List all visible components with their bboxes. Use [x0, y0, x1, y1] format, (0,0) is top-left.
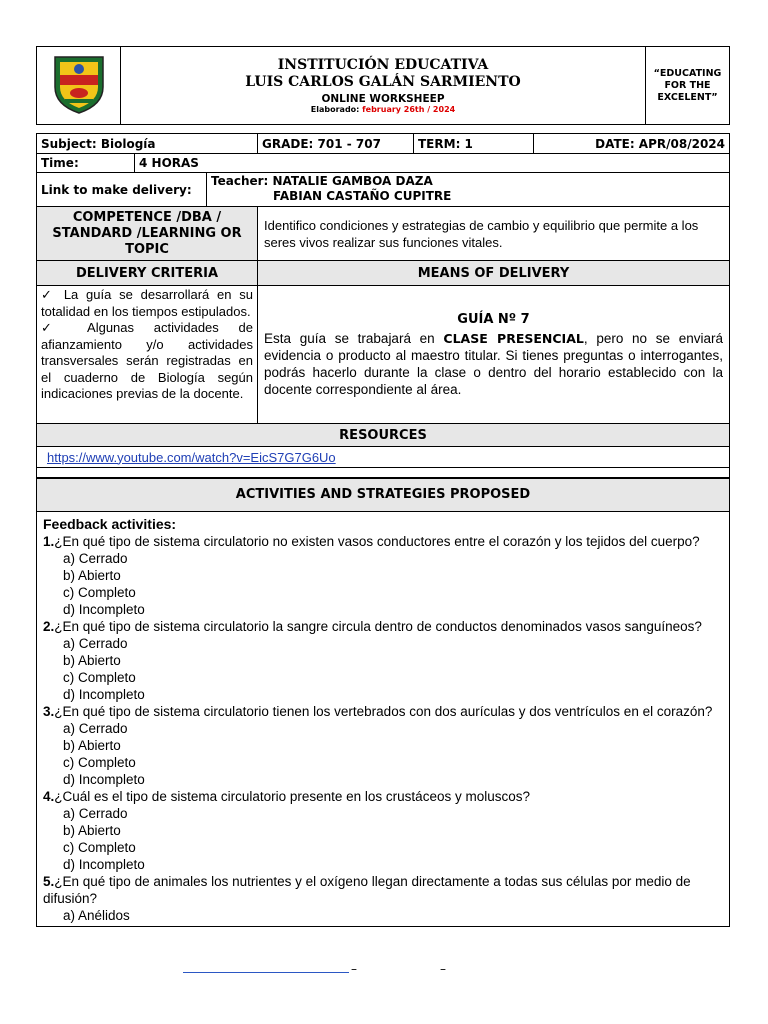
- q4-option-a: a) Cerrado: [63, 806, 128, 821]
- motto-cell: [646, 47, 730, 125]
- criteria-item-1: ✓ La guía se desarrollará en su totalidad en los tiempos estipulados.: [41, 287, 253, 319]
- question-3-number: 3.: [43, 704, 55, 719]
- question-4: [43, 788, 723, 805]
- question-3: [43, 703, 723, 720]
- teacher-line-2: FABIAN CASTAÑO CUPITRE: [273, 189, 452, 203]
- means-text-bold: CLASE PRESENCIAL: [443, 331, 584, 346]
- term-cell: TERM: 1: [414, 134, 534, 154]
- question-2-number: 2.: [43, 619, 55, 634]
- competence-text: Identifico condiciones y estrategias de cambio y equilibrio que permite a los seres vivos realizar sus funciones vitales.: [258, 207, 730, 261]
- q3-option-c: c) Completo: [63, 755, 136, 770]
- worksheet-page: [36, 46, 730, 927]
- q4-option-d: d) Incompleto: [63, 857, 145, 872]
- q5-option-a: a) Anélidos: [63, 908, 130, 923]
- q2-option-d: d) Incompleto: [63, 687, 145, 702]
- q2-option-b: b) Abierto: [63, 653, 121, 668]
- footer-dash-2: –: [440, 962, 446, 976]
- delivery-criteria-label: DELIVERY CRITERIA: [37, 261, 258, 286]
- time-value-cell: 4 HORAS: [135, 154, 730, 173]
- question-5-number: 5.: [43, 874, 55, 889]
- question-5: [43, 873, 723, 907]
- time-label-cell: Time:: [37, 154, 135, 173]
- criteria-item-2: ✓ Algunas actividades de afianzamiento y/o actividades transversales serán registradas en el cuaderno de Biología según indicaciones previas de la docente.: [41, 320, 253, 401]
- means-text-pre: Esta guía se trabajará en: [264, 331, 444, 346]
- question-1-number: 1.: [43, 534, 55, 549]
- date-cell: DATE: APR/08/2024: [534, 134, 730, 154]
- means-text: [264, 330, 723, 398]
- q3-option-a: a) Cerrado: [63, 721, 128, 736]
- feedback-title: Feedback activities:: [43, 516, 177, 532]
- grade-cell: GRADE: 701 - 707: [258, 134, 414, 154]
- means-text-post: , pero no se enviará evidencia o producto al maestro titular. Si tienes preguntas o interrogantes, podrás hacerlo durante la clase o dentro del horario establecido con la docente correspondiente al área.: [264, 331, 724, 397]
- motto-line-1: “EDUCATING: [653, 67, 722, 79]
- link-delivery-label: Link to make delivery:: [37, 173, 207, 207]
- q2-option-a: a) Cerrado: [63, 636, 128, 651]
- teacher-cell: [207, 173, 730, 207]
- school-logo-cell: [37, 47, 121, 125]
- question-2-text: ¿En qué tipo de sistema circulatorio la sangre circula dentro de conductos denominados vasos sanguíneos?: [54, 619, 702, 634]
- header-table: [36, 46, 730, 125]
- q3-option-b: b) Abierto: [63, 738, 121, 753]
- question-4-text: ¿Cuál es el tipo de sistema circulatorio presente en los crustáceos y moluscos?: [54, 789, 530, 804]
- motto-line-2: FOR THE: [664, 79, 711, 91]
- activities-label: ACTIVITIES AND STRATEGIES PROPOSED: [37, 478, 730, 512]
- question-5-text: ¿En qué tipo de animales los nutrientes y el oxígeno llegan directamente a todas sus células por medio de difusión?: [43, 874, 691, 906]
- teacher-line-1: Teacher: NATALIE GAMBOA DAZA: [211, 174, 433, 188]
- competence-label: COMPETENCE /DBA / STANDARD /LEARNING OR TOPIC: [37, 207, 258, 261]
- delivery-criteria-cell: [37, 286, 258, 424]
- q1-option-d: d) Incompleto: [63, 602, 145, 617]
- question-1: [43, 533, 723, 550]
- elaborado-date: february 26th / 2024: [362, 105, 456, 114]
- elaborado-label: Elaborado:: [310, 105, 360, 114]
- question-1-text: ¿En qué tipo de sistema circulatorio no existen vasos conductores entre el corazón y los tejidos del cuerpo?: [54, 534, 700, 549]
- worksheet-label: ONLINE WORKSHEEP: [321, 93, 445, 105]
- spacer-row: [37, 468, 730, 478]
- subject-cell: Subject: Biología: [37, 134, 258, 154]
- resources-link-cell: [37, 447, 730, 468]
- q4-option-b: b) Abierto: [63, 823, 121, 838]
- institution-title-cell: [121, 47, 646, 125]
- q4-option-c: c) Completo: [63, 840, 136, 855]
- resource-video-link[interactable]: https://www.youtube.com/watch?v=EicS7G7G6Uo: [47, 449, 336, 465]
- institution-line-2: LUIS CARLOS GALÁN SARMIENTO: [245, 74, 521, 90]
- resources-label: RESOURCES: [37, 424, 730, 447]
- question-3-text: ¿En qué tipo de sistema circulatorio tienen los vertebrados con dos aurículas y dos ventrículos en el corazón?: [54, 704, 713, 719]
- footer-dash-1: –: [351, 962, 357, 976]
- elaborado-line: [121, 105, 645, 114]
- question-4-number: 4.: [43, 789, 55, 804]
- q1-option-b: b) Abierto: [63, 568, 121, 583]
- q1-option-c: c) Completo: [63, 585, 136, 600]
- q2-option-c: c) Completo: [63, 670, 136, 685]
- means-of-delivery-label: MEANS OF DELIVERY: [258, 261, 730, 286]
- guide-title: GUÍA Nº 7: [457, 312, 530, 327]
- institution-line-1: INSTITUCIÓN EDUCATIVA: [277, 57, 489, 73]
- q3-option-d: d) Incompleto: [63, 772, 145, 787]
- activities-content: [37, 512, 730, 927]
- motto-line-3: EXCELENT”: [657, 91, 718, 103]
- info-table: [36, 133, 730, 927]
- q1-option-a: a) Cerrado: [63, 551, 128, 566]
- footer-link-line: [183, 972, 349, 973]
- school-shield-icon: [51, 53, 107, 115]
- question-2: [43, 618, 723, 635]
- means-of-delivery-cell: [258, 286, 730, 424]
